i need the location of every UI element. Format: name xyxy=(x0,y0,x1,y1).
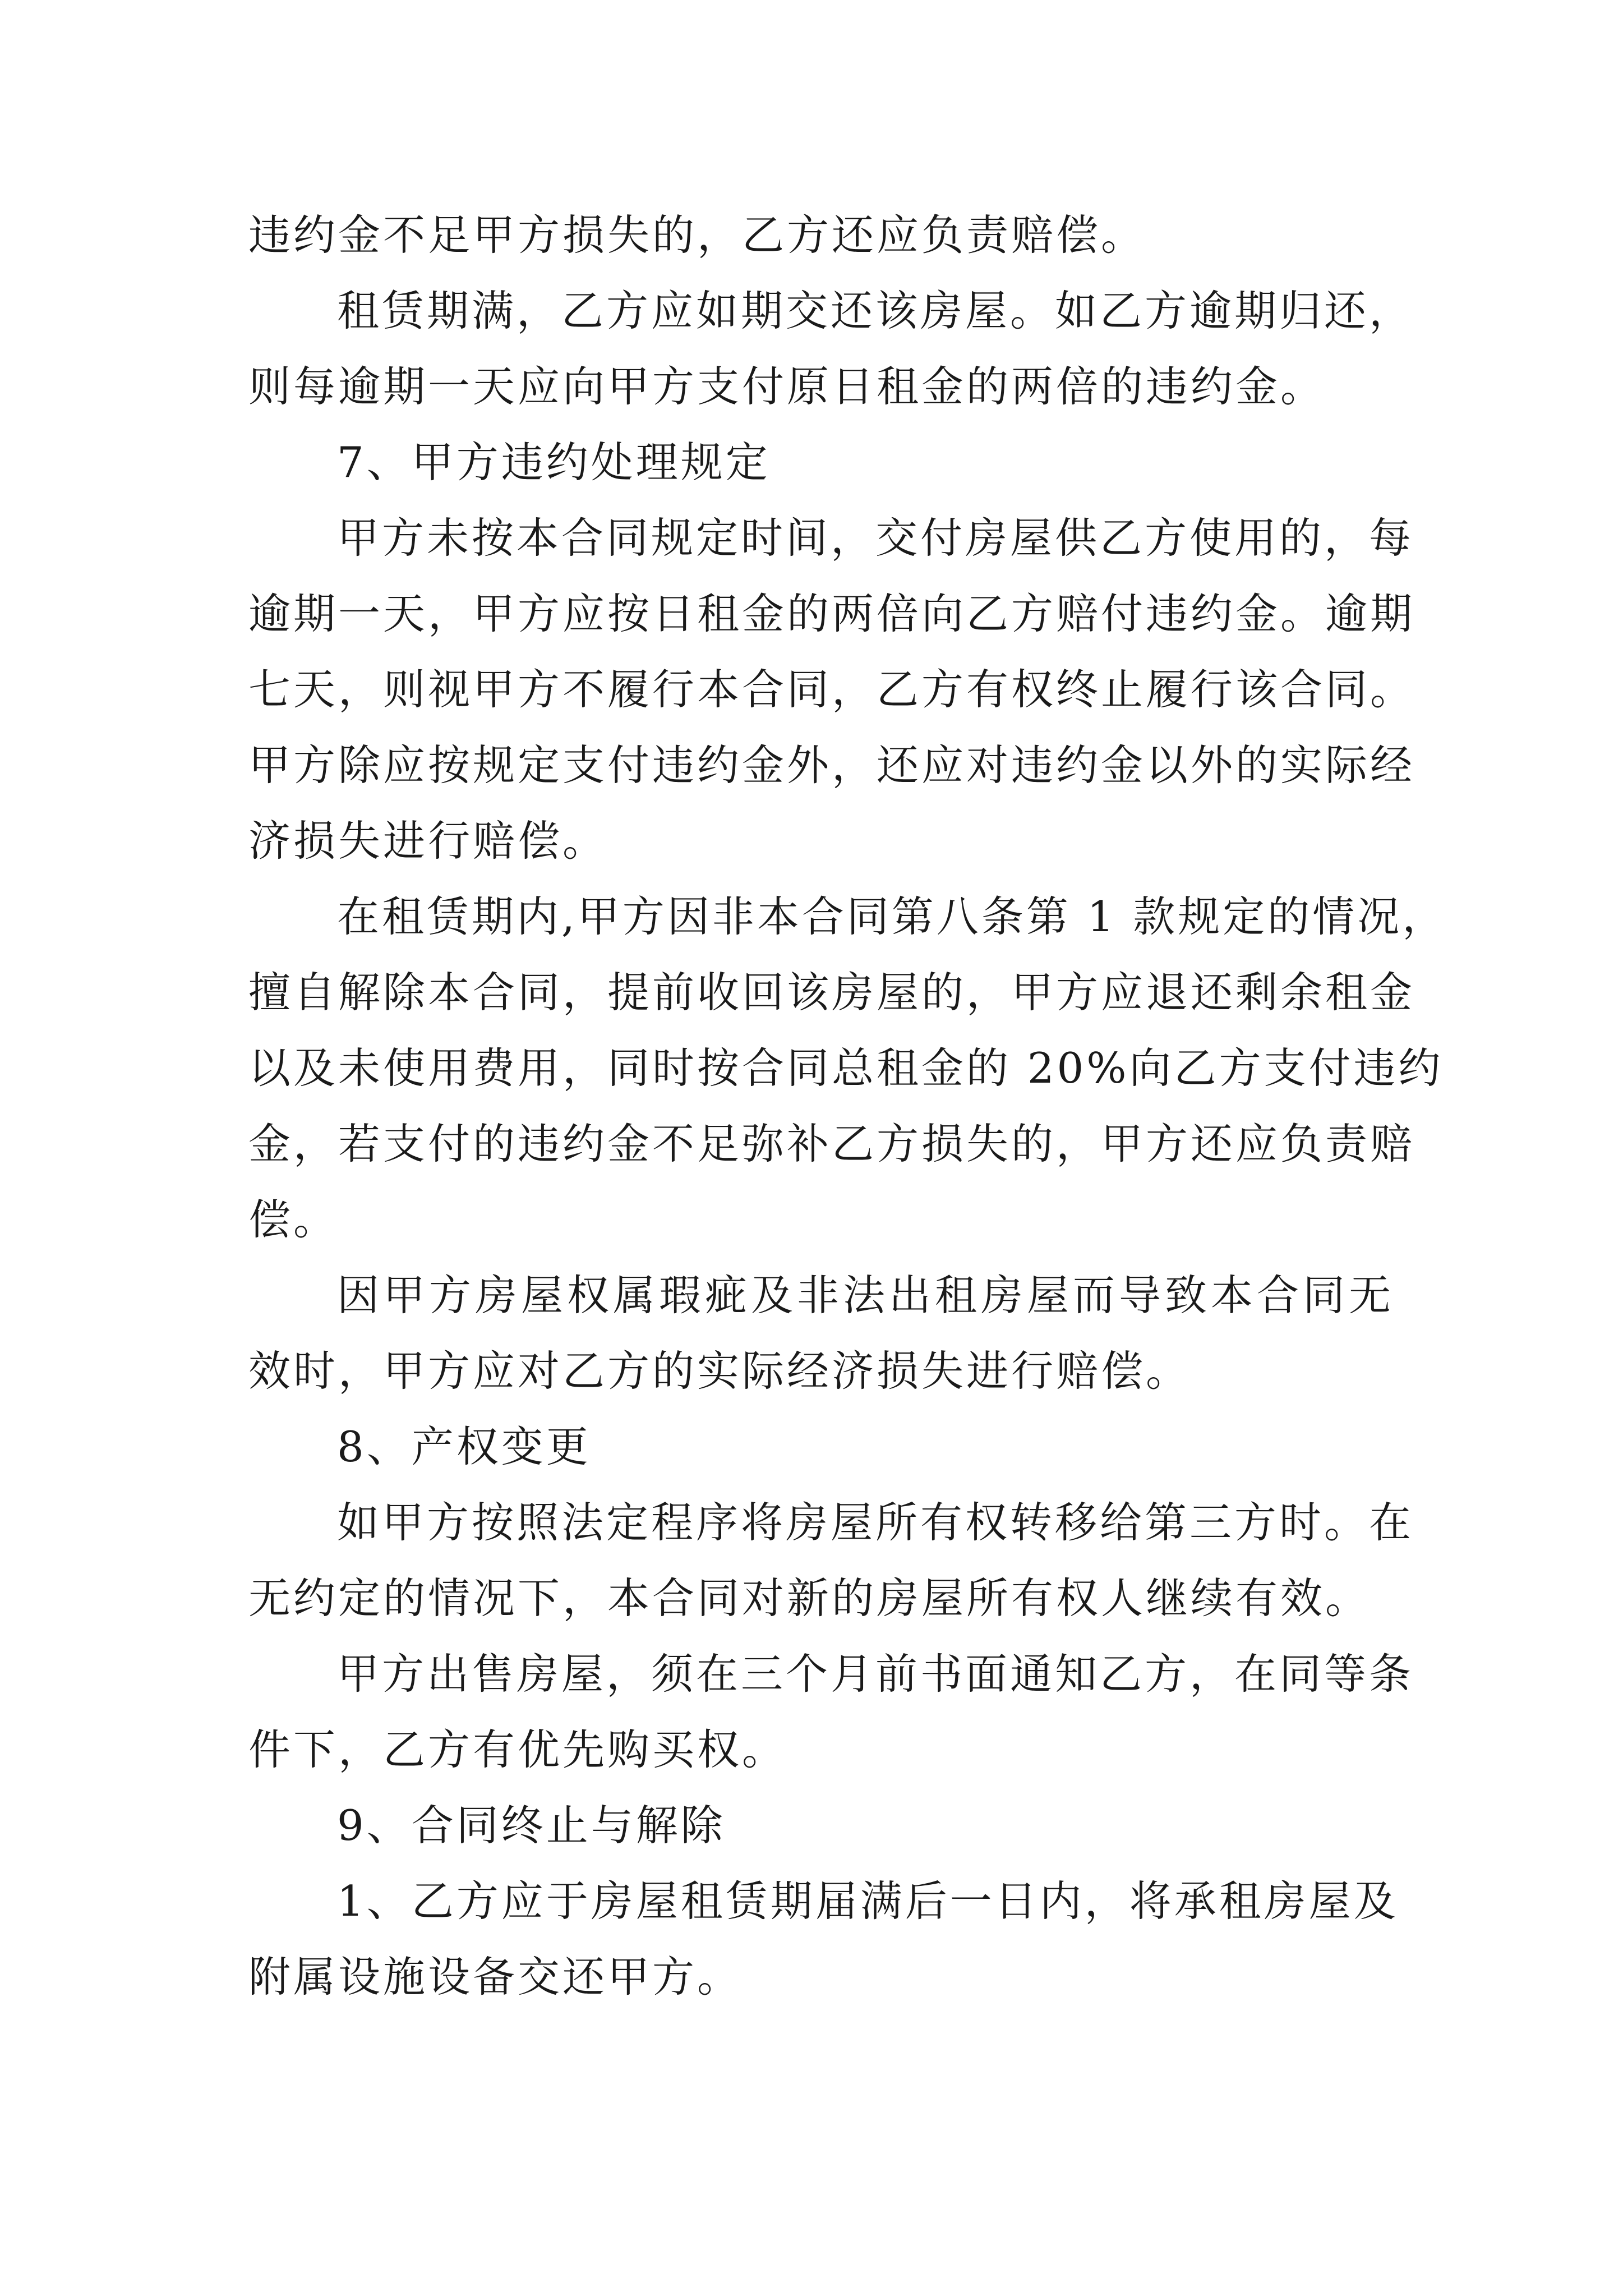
text-line: 如甲方按照法定程序将房屋所有权转移给第三方时。在 xyxy=(337,1498,1414,1547)
text-line: 件下，乙方有优先购买权。 xyxy=(248,1725,787,1774)
text-line: 无约定的情况下，本合同对新的房屋所有权人继续有效。 xyxy=(248,1573,1371,1623)
text-line: 七天，则视甲方不履行本合同，乙方有权终止履行该合同。 xyxy=(248,665,1415,714)
text-line: 因甲方房屋权属瑕疵及非法出租房屋而导致本合同无 xyxy=(337,1271,1394,1320)
text-line: 则每逾期一天应向甲方支付原日租金的两倍的违约金。 xyxy=(248,362,1326,411)
section-heading: 7、甲方违约处理规定 xyxy=(337,438,771,487)
text-line: 偿。 xyxy=(248,1195,339,1244)
document-body xyxy=(248,197,1447,2015)
text-line: 违约金不足甲方损失的，乙方还应负责赔偿。 xyxy=(248,210,1146,260)
text-line: 甲方除应按规定支付违约金外，还应对违约金以外的实际经 xyxy=(248,740,1415,790)
section-heading: 8、产权变更 xyxy=(337,1422,591,1471)
text-line: 租赁期满，乙方应如期交还该房屋。如乙方逾期归还， xyxy=(337,286,1414,335)
text-line: 1、乙方应于房屋租赁期届满后一日内，将承租房屋及 xyxy=(337,1876,1399,1926)
text-line: 甲方出售房屋，须在三个月前书面通知乙方，在同等条 xyxy=(337,1649,1414,1699)
text-line: 在租赁期内,甲方因非本合同第八条第 1 款规定的情况， xyxy=(337,892,1447,941)
text-line: 擅自解除本合同，提前收回该房屋的，甲方应退还剩余租金 xyxy=(248,968,1415,1017)
text-line: 甲方未按本合同规定时间，交付房屋供乙方使用的，每 xyxy=(337,513,1414,563)
text-line: 附属设施设备交还甲方。 xyxy=(248,1952,743,2001)
section-heading: 9、合同终止与解除 xyxy=(337,1801,726,1850)
text-line: 金，若支付的违约金不足弥补乙方损失的，甲方还应负责赔 xyxy=(248,1119,1415,1168)
text-line: 以及未使用费用，同时按合同总租金的 20%向乙方支付违约 xyxy=(248,1043,1444,1093)
text-line: 逾期一天，甲方应按日租金的两倍向乙方赔付违约金。逾期 xyxy=(248,589,1415,638)
text-line: 济损失进行赔偿。 xyxy=(248,816,608,866)
text-line: 效时，甲方应对乙方的实际经济损失进行赔偿。 xyxy=(248,1346,1191,1396)
